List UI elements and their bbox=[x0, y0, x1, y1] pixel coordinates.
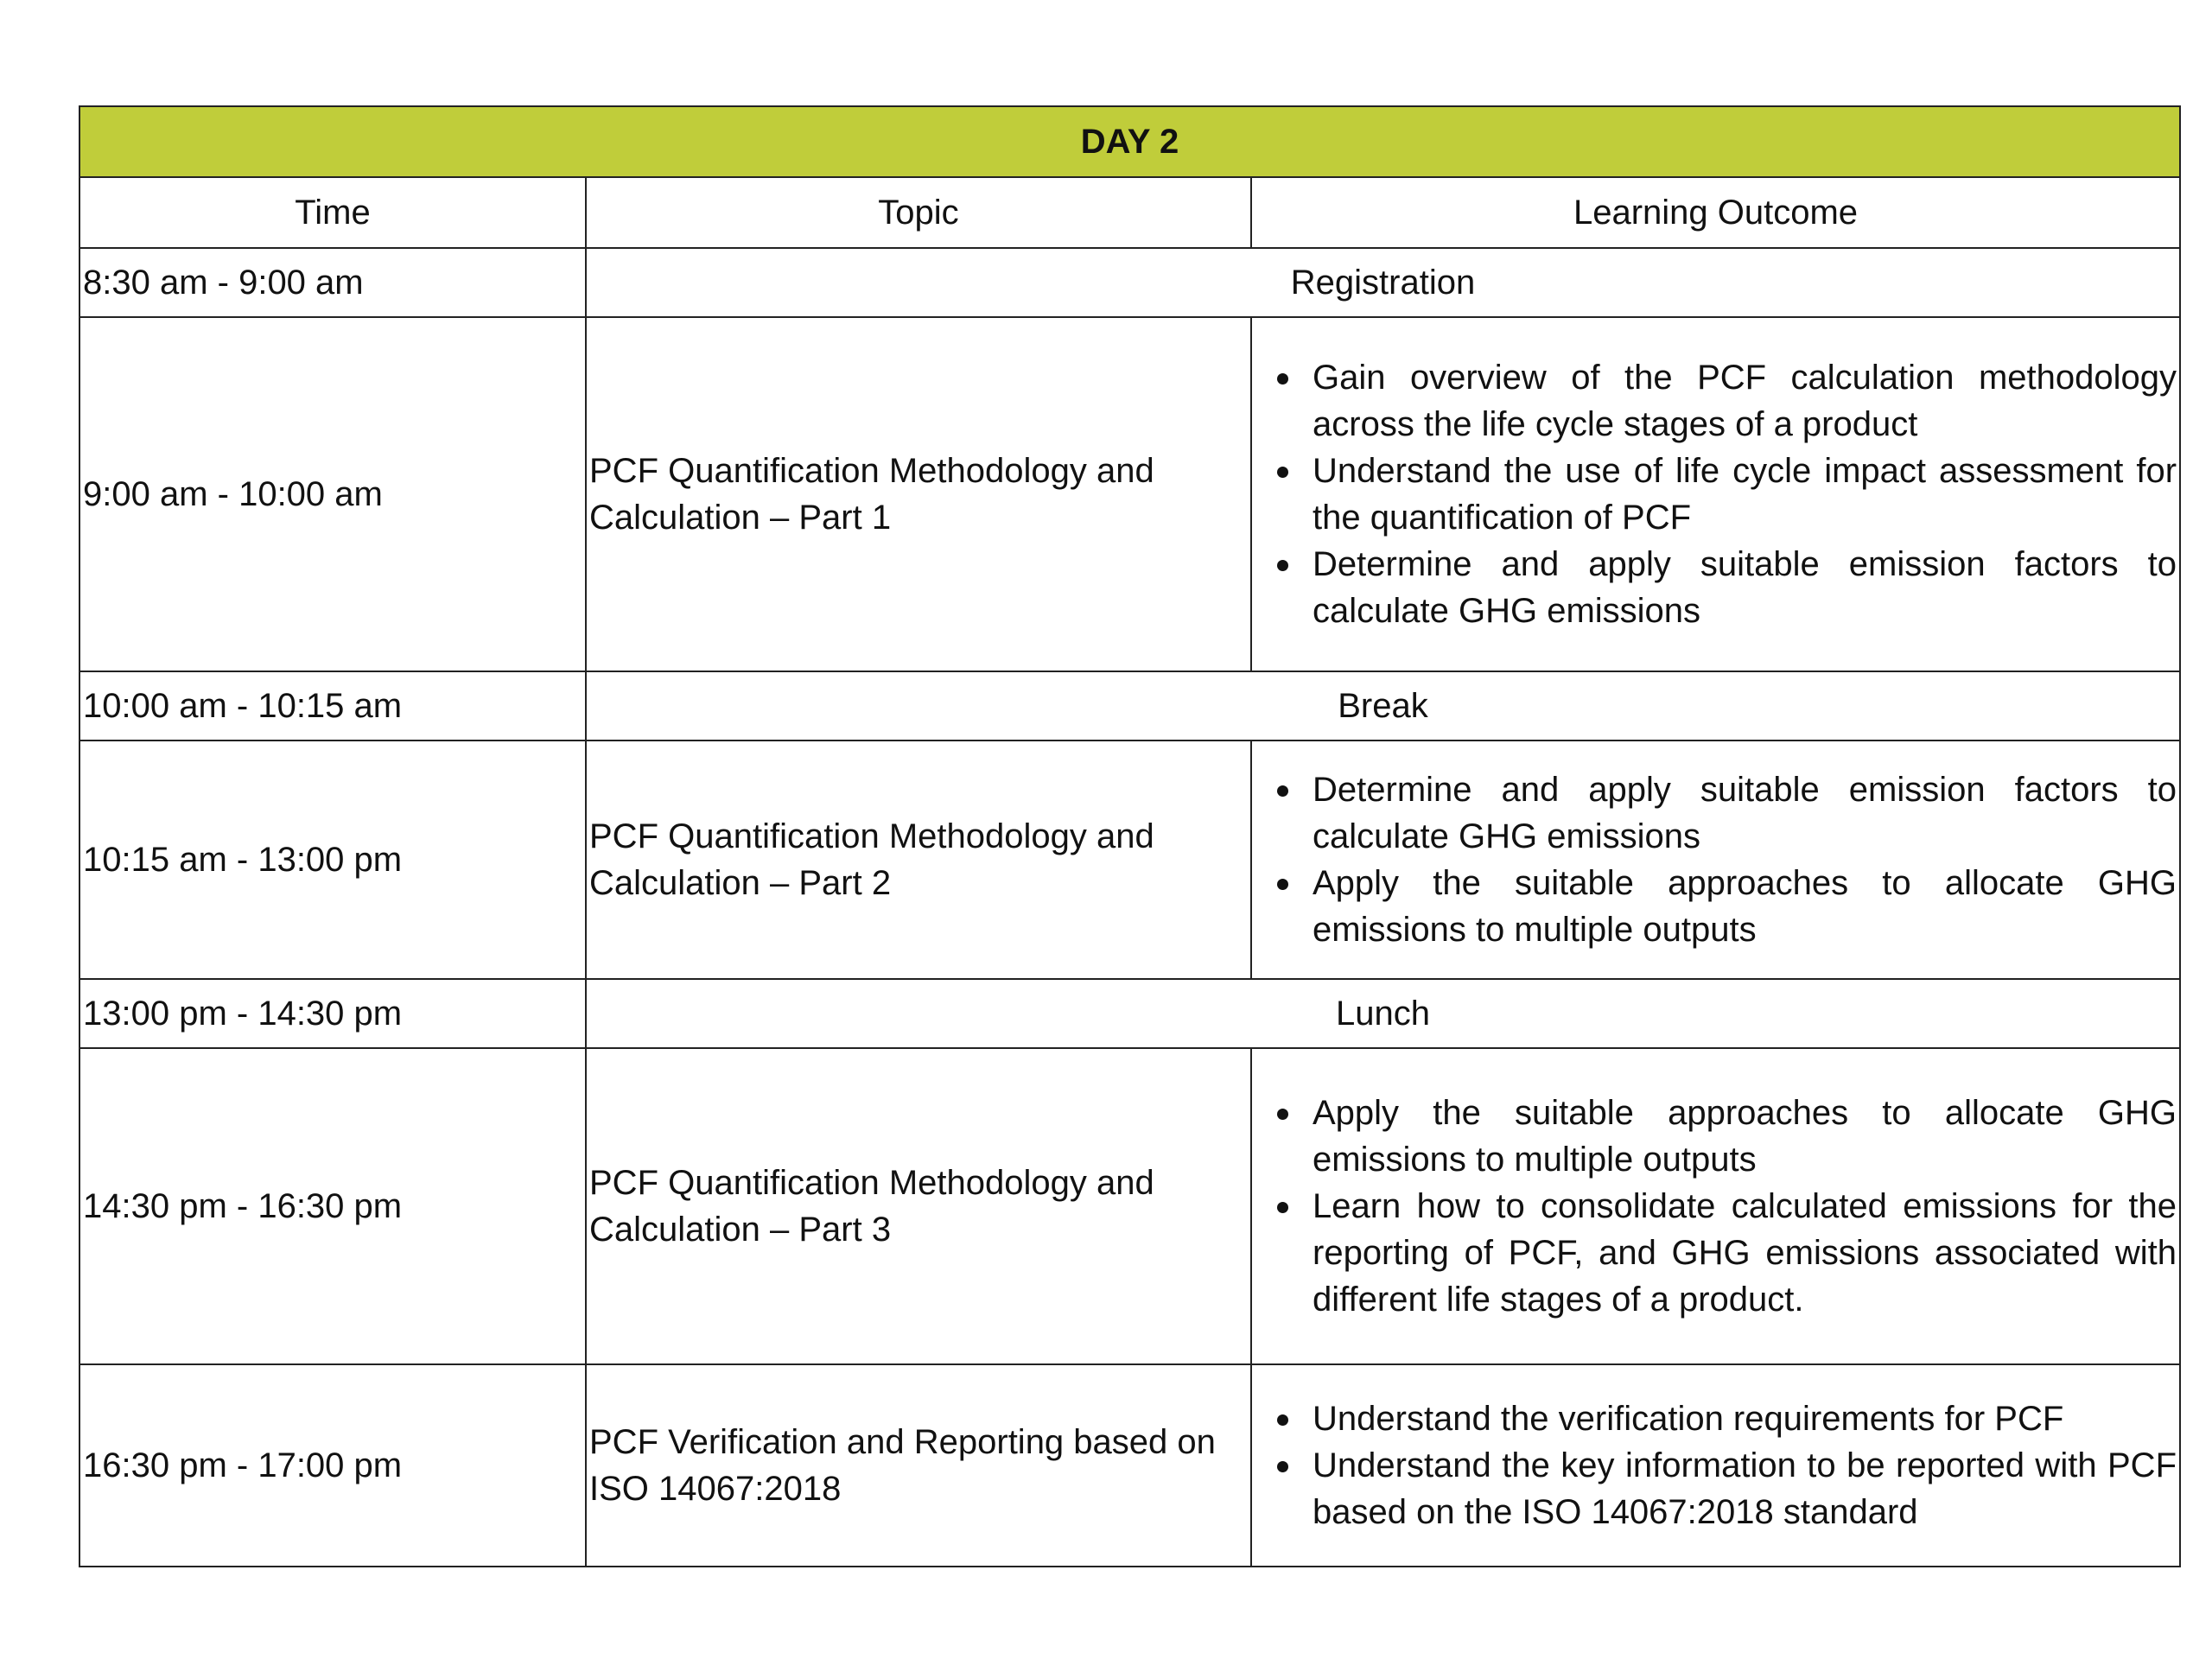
table-row bbox=[79, 741, 2180, 979]
time-cell: 16:30 pm - 17:00 pm bbox=[79, 1364, 586, 1567]
list-item: Learn how to consolidate calculated emissions for the reporting of PCF, and GHG emissions associated with different life stages of a product. bbox=[1313, 1183, 2177, 1323]
outcome-list bbox=[1252, 354, 2177, 634]
session-label: Lunch bbox=[586, 979, 2180, 1048]
table-row bbox=[79, 317, 2180, 671]
day-title: DAY 2 bbox=[79, 106, 2180, 177]
topic-cell: PCF Verification and Reporting based on ISO 14067:2018 bbox=[586, 1364, 1251, 1567]
outcome-list bbox=[1252, 1395, 2177, 1535]
time-cell: 10:00 am - 10:15 am bbox=[79, 671, 586, 741]
agenda-table bbox=[79, 105, 2181, 1567]
column-header-learning-outcome: Learning Outcome bbox=[1251, 177, 2180, 248]
list-item: Determine and apply suitable emission factors to calculate GHG emissions bbox=[1313, 541, 2177, 634]
outcome-list bbox=[1252, 1090, 2177, 1323]
time-cell: 14:30 pm - 16:30 pm bbox=[79, 1048, 586, 1364]
column-header-topic: Topic bbox=[586, 177, 1251, 248]
topic-cell: PCF Quantification Methodology and Calculation – Part 2 bbox=[586, 741, 1251, 979]
session-label: Break bbox=[586, 671, 2180, 741]
list-item: Apply the suitable approaches to allocate GHG emissions to multiple outputs bbox=[1313, 860, 2177, 953]
table-row bbox=[79, 979, 2180, 1048]
list-item: Determine and apply suitable emission factors to calculate GHG emissions bbox=[1313, 766, 2177, 860]
outcome-cell bbox=[1251, 1048, 2180, 1364]
outcome-cell bbox=[1251, 1364, 2180, 1567]
list-item: Apply the suitable approaches to allocate GHG emissions to multiple outputs bbox=[1313, 1090, 2177, 1183]
list-item: Understand the key information to be reported with PCF based on the ISO 14067:2018 standard bbox=[1313, 1442, 2177, 1535]
time-cell: 13:00 pm - 14:30 pm bbox=[79, 979, 586, 1048]
list-item: Understand the verification requirements for PCF bbox=[1313, 1395, 2177, 1442]
table-row bbox=[79, 1364, 2180, 1567]
session-label: Registration bbox=[586, 248, 2180, 317]
topic-cell: PCF Quantification Methodology and Calculation – Part 3 bbox=[586, 1048, 1251, 1364]
time-cell: 9:00 am - 10:00 am bbox=[79, 317, 586, 671]
day-header-row bbox=[79, 106, 2180, 177]
outcome-list bbox=[1252, 766, 2177, 953]
column-header-time: Time bbox=[79, 177, 586, 248]
table-row bbox=[79, 671, 2180, 741]
outcome-cell bbox=[1251, 317, 2180, 671]
table-row bbox=[79, 1048, 2180, 1364]
time-cell: 8:30 am - 9:00 am bbox=[79, 248, 586, 317]
list-item: Understand the use of life cycle impact assessment for the quantification of PCF bbox=[1313, 448, 2177, 541]
list-item: Gain overview of the PCF calculation methodology across the life cycle stages of a product bbox=[1313, 354, 2177, 448]
column-header-row bbox=[79, 177, 2180, 248]
topic-cell: PCF Quantification Methodology and Calculation – Part 1 bbox=[586, 317, 1251, 671]
outcome-cell bbox=[1251, 741, 2180, 979]
table-row bbox=[79, 248, 2180, 317]
time-cell: 10:15 am - 13:00 pm bbox=[79, 741, 586, 979]
